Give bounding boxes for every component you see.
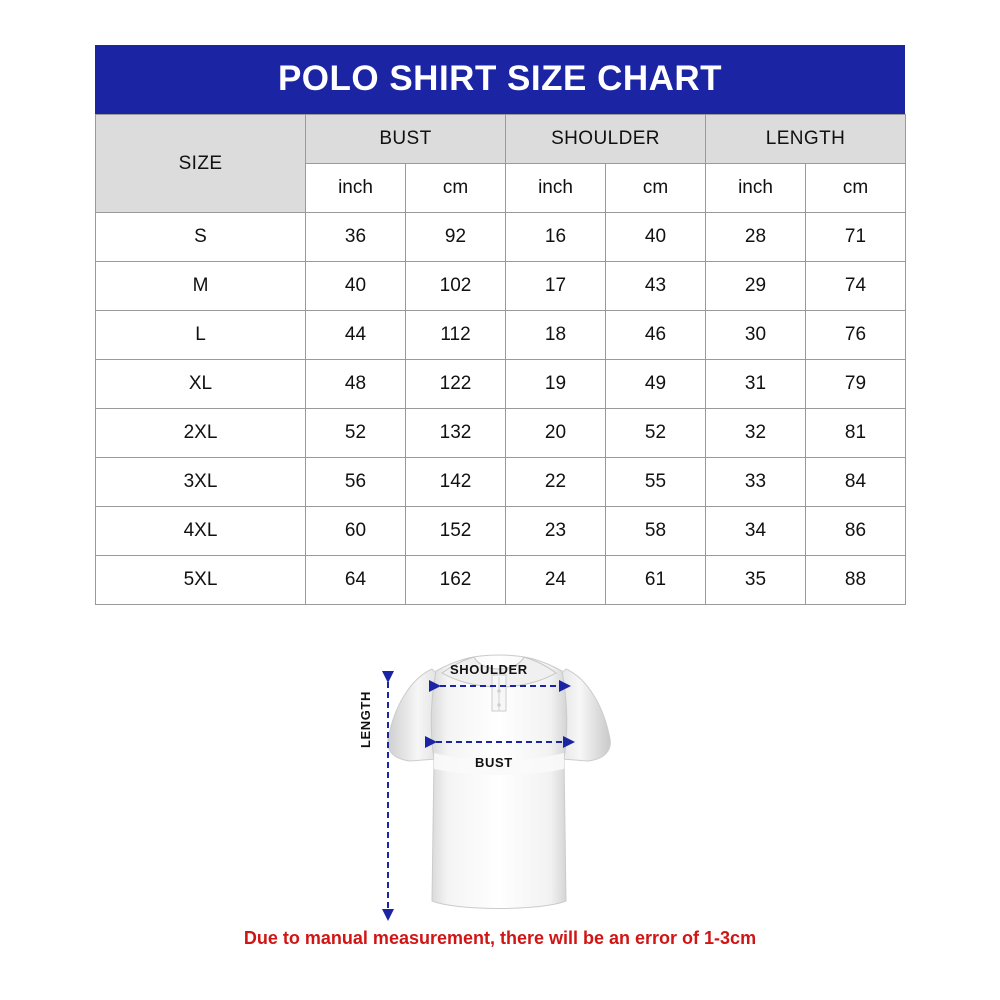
cell-shoulder-cm: 52: [606, 409, 706, 458]
table-row: [96, 409, 906, 458]
cell-length-cm: 71: [806, 213, 906, 262]
column-header-length: LENGTH: [706, 115, 906, 164]
table-row: [96, 458, 906, 507]
cell-length-cm: 74: [806, 262, 906, 311]
cell-size: S: [96, 213, 306, 262]
cell-shoulder-inch: 24: [506, 556, 606, 605]
cell-bust-inch: 64: [306, 556, 406, 605]
cell-size: XL: [96, 360, 306, 409]
table-row: [96, 360, 906, 409]
cell-length-inch: 29: [706, 262, 806, 311]
cell-shoulder-cm: 49: [606, 360, 706, 409]
cell-length-cm: 84: [806, 458, 906, 507]
cell-bust-cm: 162: [406, 556, 506, 605]
table-header-row: [96, 115, 906, 164]
cell-bust-inch: 44: [306, 311, 406, 360]
cell-bust-inch: 36: [306, 213, 406, 262]
page-title: POLO SHIRT SIZE CHART: [95, 45, 905, 114]
cell-length-inch: 32: [706, 409, 806, 458]
cell-shoulder-inch: 23: [506, 507, 606, 556]
length-label: LENGTH: [358, 690, 373, 748]
bust-label: BUST: [475, 755, 513, 770]
cell-shoulder-cm: 55: [606, 458, 706, 507]
cell-length-inch: 33: [706, 458, 806, 507]
unit-shoulder-inch: inch: [506, 164, 606, 213]
cell-shoulder-cm: 46: [606, 311, 706, 360]
cell-length-inch: 30: [706, 311, 806, 360]
cell-shoulder-cm: 43: [606, 262, 706, 311]
table-row: [96, 556, 906, 605]
cell-length-cm: 86: [806, 507, 906, 556]
cell-bust-inch: 40: [306, 262, 406, 311]
cell-size: 5XL: [96, 556, 306, 605]
cell-shoulder-inch: 20: [506, 409, 606, 458]
table-row: [96, 507, 906, 556]
unit-shoulder-cm: cm: [606, 164, 706, 213]
cell-size: 2XL: [96, 409, 306, 458]
cell-bust-inch: 56: [306, 458, 406, 507]
column-header-size: SIZE: [96, 115, 306, 213]
cell-size: L: [96, 311, 306, 360]
cell-bust-inch: 60: [306, 507, 406, 556]
unit-length-inch: inch: [706, 164, 806, 213]
cell-length-inch: 35: [706, 556, 806, 605]
cell-shoulder-cm: 58: [606, 507, 706, 556]
shoulder-label: SHOULDER: [450, 662, 528, 677]
cell-bust-cm: 112: [406, 311, 506, 360]
cell-size: M: [96, 262, 306, 311]
cell-shoulder-inch: 16: [506, 213, 606, 262]
cell-bust-cm: 102: [406, 262, 506, 311]
cell-length-inch: 31: [706, 360, 806, 409]
unit-bust-cm: cm: [406, 164, 506, 213]
table-row: [96, 262, 906, 311]
size-chart-table: [95, 114, 906, 605]
measurement-illustration: [340, 630, 670, 930]
cell-length-cm: 88: [806, 556, 906, 605]
cell-bust-cm: 142: [406, 458, 506, 507]
cell-shoulder-inch: 22: [506, 458, 606, 507]
cell-length-cm: 76: [806, 311, 906, 360]
cell-shoulder-cm: 61: [606, 556, 706, 605]
cell-shoulder-cm: 40: [606, 213, 706, 262]
cell-size: 4XL: [96, 507, 306, 556]
cell-length-cm: 81: [806, 409, 906, 458]
cell-length-inch: 28: [706, 213, 806, 262]
cell-bust-cm: 122: [406, 360, 506, 409]
cell-bust-cm: 92: [406, 213, 506, 262]
cell-length-inch: 34: [706, 507, 806, 556]
measurement-note: Due to manual measurement, there will be an error of 1-3cm: [243, 928, 757, 948]
cell-bust-inch: 52: [306, 409, 406, 458]
size-chart-block: [95, 45, 905, 605]
cell-shoulder-inch: 19: [506, 360, 606, 409]
cell-bust-cm: 152: [406, 507, 506, 556]
column-header-shoulder: SHOULDER: [506, 115, 706, 164]
table-row: [96, 311, 906, 360]
unit-length-cm: cm: [806, 164, 906, 213]
cell-length-cm: 79: [806, 360, 906, 409]
cell-shoulder-inch: 18: [506, 311, 606, 360]
cell-shoulder-inch: 17: [506, 262, 606, 311]
cell-bust-inch: 48: [306, 360, 406, 409]
table-row: [96, 213, 906, 262]
cell-bust-cm: 132: [406, 409, 506, 458]
column-header-bust: BUST: [306, 115, 506, 164]
unit-bust-inch: inch: [306, 164, 406, 213]
cell-size: 3XL: [96, 458, 306, 507]
